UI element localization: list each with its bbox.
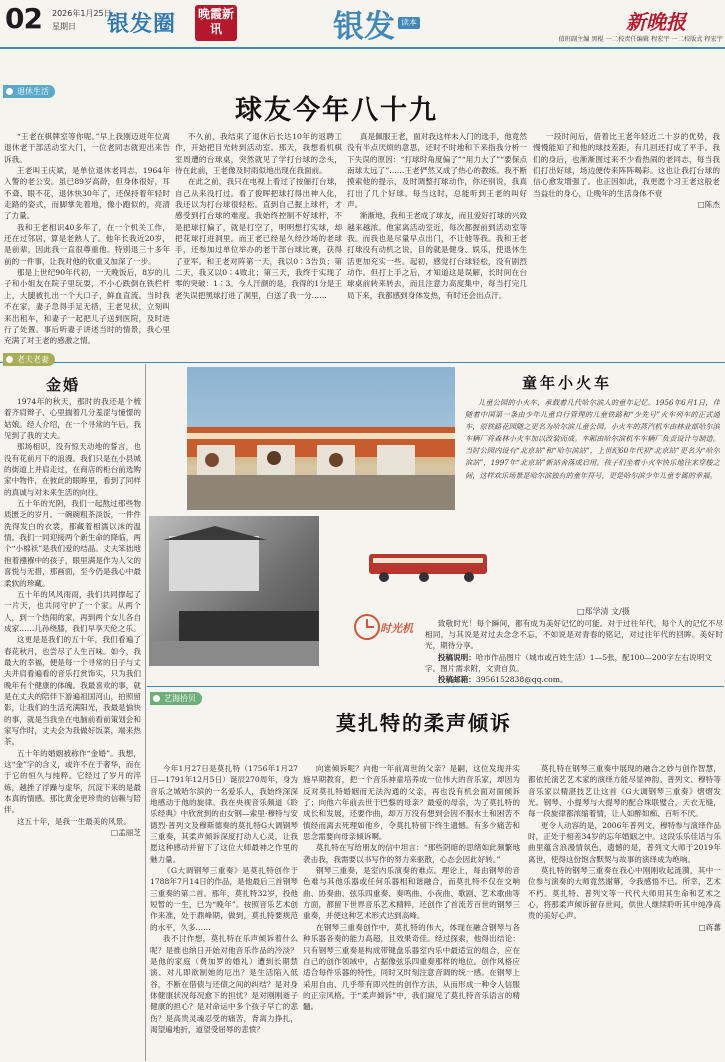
article-title: 金婚 (46, 376, 81, 394)
article1-col1 (4, 131, 170, 363)
article2-body (4, 396, 141, 1058)
article-title: 童年小火车 (522, 374, 613, 392)
paragraph: 真是佩服王老，面对我这样未入门的选手，他竟然没有半点厌烦的意思，还时不时地和下来指我分析一下失误的原因：“打球时角度偏了”“用力大了”“要保点南球太远了”……王老俨然又成了热心的教练。我不断摸索他的提示，及时调整打球动作，你还别说，我真打出了几个好球。每当这时，总能听到王老的叫好声。 (347, 132, 527, 210)
paragraph: 一段时间后，借着比王老年轻近二十岁的优势，我慢慢能知了和他的球技差距，有几回还打成了平手。我们的身后，也渐渐围过来不少看热闹的老同志，每当我们打出好球，场边便传来阵阵喝彩。这也让我打台球的信心愈发增强了。也正因如此，我更愿个习王老这般老当益壮的身心，让晚年的生活身体不衰 (533, 132, 720, 198)
header-rule (0, 47, 725, 49)
photo-feature-box (147, 364, 724, 684)
paragraph: 渐渐地，我和王老成了球友，而且爱好打球的兴致越来越浓。他家离活动室近，每次都握前到活动室等我。而我也是尽量早点出门，不让他等我。我和王老打球没有动机之说，目的就是健身、娱乐，使退休生活更加充实一些。起初，感觉打台球轻松，没有剧烈动作。但打上手之后，才知道这是误解，长时间在台球桌前转来转去，而且注意力高度集中，每当打完几局下来，我都感到身体发热，有时还会出点汗。 (347, 211, 527, 300)
paragraph: 更令人动容的是，2006年普列文、穆特参与演绎作品时，正处于相差34岁的忘年婚姻之中。这段乐乐佳话与乐曲里蕴含浪漫情氛色，遗憾的是，普列文大师于2019年离世，使得这份饱含默契与故事的演绎成为绝响。 (528, 820, 721, 864)
article4-col1 (150, 763, 298, 1059)
paragraph: 五十年的光阴，我们一起熬过那些物质匮乏的岁月。一碗碗粗茶淡饭，一件件洗得发白的衣裳，都藏着相濡以沫的温情。我们一同迎接两个新生命的降临，两个“小棉袄”是我们爱的结晶。丈夫笨拙地抱着襁褓中的孩子，眼里满是作为人父的喜悦与无措，那画面，至今仍是我心中最柔软的珍藏。 (4, 499, 141, 588)
red-seal (195, 5, 237, 41)
masthead (0, 0, 725, 48)
contact-text: 哈市作品图片（城市或百姓生活）1—5张，配100—200字左右说明文字。图片需求附，文责自负。 (425, 652, 712, 673)
paragraph: 那是上世纪90年代初，一天晚饭后，8岁的儿子和小姐友在院子里玩耍，不小心跌倒在铁栏杆上，大腿被扎出一个大口子，鲜血直流。当时我不在家，妻子急得手足无措，王老见状，立刻叫来出租车，和妻子一起把儿子送到医院，及时进行了处置。事后听妻子讲述当时的情景，我心里充满了对王老的感激之情。 (4, 268, 170, 346)
paragraph: 莫扎特的钢琴三重奏在我心中刚刚收起涟漪，其中一位参与演奏的大师竟然谢幕，令我感悟不已。所幸，艺术不朽。莫扎特、普列文等一代代大师用其生命和艺术之心，将那柔声倾诉留存世间，供世人继续聆听其中纯净高贵的美好心声。 (528, 866, 721, 921)
paragraph: 我和王老相识40多年了，在一个机关工作，还在过邻居，算是老熟人了。他年长我近20岁，是前辈，因此我一直很尊重他。特别退三十多年前的一件事，让我对他的钦重又加深了一步。 (4, 222, 170, 266)
article-author: □陈杰 (697, 200, 720, 210)
paragraph: 《G大调钢琴三重奏》是莫扎特创作于1788年7月14日的作品，是他最后三首钢琴三重奏的第二首。那年，莫扎特32岁，投他短暂的一生，已为“晚年”。按照音乐艺术创作来准，处于鼎峰期，做到，莫扎特要规范的水平，久多…… (150, 866, 298, 932)
badge-label: 时光机 (380, 622, 413, 635)
center-logo-tag: 读本 (398, 17, 420, 29)
paragraph: 这更是是我们的五十年，我们看遍了春花秋月，也尝尽了人生百味。如今，我最大的幸福，便是每一个寻常的日子与丈夫并肩看遍看的音乐打赏饰实，只为我们晚年有个健康的体魄。我最喜欢的事，就是在丈夫的陪伴下游遍祖国河山，拍照留影，让我们的生活充满阳光，我最是愉快的事，就是当我坐在电脑前看前策划会和家写作时，丈夫会为我做好饭菜，端来热茶。 (4, 635, 141, 747)
section-tag-retirement: 退休生活 (3, 85, 55, 98)
notice-email (425, 674, 723, 685)
paragraph: 五十年的婚姻被称作“金婚”。我想，这“金”字的含义，或许不在于奢华，而在于它的恒久与纯粹。它经过了岁月的淬炼，越挫了浮躁与虚华，沉淀下来的是最本真的情感。那比黄金更珍贵的信赖与陪伴。 (4, 748, 141, 815)
notice-contact (425, 652, 723, 674)
section-tag-couple: 老夫老妻 (3, 353, 55, 366)
article1-col4 (533, 131, 720, 363)
section-tag-arts: 艺海拾贝 (150, 692, 202, 705)
notice-text: 致敬时光！每个瞬间，都有成为美好记忆的可能。对于过往年代，每个人的记忆不尽相同，与其说是对过去念念不忘，不如说是对青春的铭记，对过往年代的回眸。美好时光，期待分享。 (425, 619, 723, 651)
section-name: 银发圈 (107, 12, 177, 37)
feature-divider (147, 686, 724, 687)
paragraph: 那场相识，没有惊天动地的誓言，也没有花前月下的浪漫。我们只是在小县城的街道上并肩走过，在商店的柜台前选购家中物件，在彼此的眼眸里，看到了同样的真诚与对未来生活的向往。 (4, 442, 141, 497)
article1-col2 (175, 131, 342, 363)
paragraph: 向谁倾诉呢？向他一年前离世的父亲？是嗣，这位发现并实施早期教育，把一个音乐神童培养成一位伟大的音乐家，却因为反对莫扎特婚姻而无法沟通的父亲，再也没有机会面对面倾诉了；向他六年前去世于巴黎的母亲？最爱的母亲，为了莫扎特的成长和发展，还要作曲，却万万没有想到会因不服水土和困苦不慎经而离去死理如他乡，令莫扎特留下终生遗憾。有多少痛苦和思念需要向母亲倾诉啊。 (303, 764, 520, 842)
article4-col2 (303, 763, 520, 1059)
article-author: □蒋蕃 (698, 922, 721, 932)
article4-col3 (528, 763, 721, 1059)
issue-date: 2026年1月25日 (52, 9, 112, 18)
article1-col3 (347, 131, 527, 363)
submission-notice (425, 618, 723, 685)
paragraph: “王老在棋牌室等你呢。”早上我刚迈进年位离退休老干部活动室大门，一位老同志就迎出来告诉我。 (4, 132, 170, 164)
email-label: 投稿邮箱： (437, 675, 476, 685)
brand-logo: 新晚报 (626, 10, 686, 34)
clock-icon (354, 614, 380, 640)
train-photo (187, 367, 455, 510)
contact-label: 投稿说明： (437, 652, 476, 662)
page-number: 02 (5, 2, 42, 35)
paragraph: 莫扎特在钢琴三重奏中展现的融合之妙与创作智慧，都依托演艺艺术家的演绎方能尽显神韵。普列文、穆特等音乐家以精湛技艺让这首《G大调钢琴三重奏》熠熠发光。钢琴、小提琴与大提琴的配合珠联璧合，天衣无缝，每一段旋律都浓缩着情，让人如醉如痴、百听不厌。 (528, 764, 721, 819)
photo-caption: 儿童公园的小火车，承载着几代哈尔滨人的童年记忆。1956年6月1日，伴随着中国第一条由少年儿童自行管理的儿童铁路和“少先号”火车列车的正式通车，原铁路花园随之更名为哈尔滨儿童公园。小火车的蒸汽机车由林业部哈尔滨车辆厂将森林小火车加以改装而成。车厢由哈尔滨机车车辆厂负责设计与制造。当时公园内设有“北京站”和“哈尔滨站”，上世纪60年代初“北京站”更名为“哈尔滨站”，1997年“北京站”新站舍落成启用。孩子们坐着小火车快乐地往来穿梭之间，这样欢乐场景是哈尔滨独有的童年符号，更是哈尔滨少年儿童专属的幸福。 (465, 398, 720, 480)
paragraph: 这五十年，是我一生最美的风景。 (16, 816, 131, 826)
paragraph: 莫扎特在写给朋友的信中坦言：“那些阴暗的思绪如此频繁地袭击我，我需要以书写作的努力来驱散，心态会因此好转。” (303, 843, 520, 864)
article-title: 球友今年八十九 (235, 95, 438, 126)
photo-author: □郑学清 文/摄 (577, 607, 630, 616)
paragraph: 在此之前，我只在电视上看过了按俪打台球，自己从来没打过。看了俊晖把球打得出神入化，我还以为打台球很轻松。直到自己握上球杆，才感受到打台球的难度。我始终控制不好球杆，不是把球打偏了，就是打空了，明明想打实球，却把花球打进洞里。而王老已经是久经沙场的老球手，还参加过单位举办的老干部台球比赛，获得了亚军。和王老对阵第一天，我以0∶3告负；第二天，我又以0∶4败北；第三天，我终于实现了零的突破：1∶3。今人汗颜的是，我得的1分是王老失误把黑球打进了洞里，白送了我一分…… (175, 177, 342, 300)
paragraph: 五十年的风风雨雨，我们共同撑起了一片天，也共同守护了一个家。从两个人，到一个热闹的家，再到两个女儿各自成家……儿孙绕膝，我们早享天伦之乐。 (4, 589, 141, 633)
time-machine-badge (354, 610, 424, 652)
paragraph: 王老叫王庆斌，是单位退休老同志，1964年入警的老公安。虽已89岁高龄，但身体很好，耳不聋、眼不花，退休快30年了，还保持着年轻时走路的姿式，而脚掌先着地，像小跑似的，亮清了力量。 (4, 166, 170, 221)
train-photo-bw (149, 516, 319, 666)
paragraph: 不久前，我结束了退休后长达10年的返聘工作，开始把目光转到活动室。那天，我想看机棋室周遭的台球桌，突然就见了学打台球的念头，待在此前，王老像及时雨似地出现在我面前。 (175, 132, 342, 176)
submission-email[interactable]: 3956152838@qq.com。 (475, 675, 568, 685)
editor-credits: 值班副主编 黑棍 一二校责任编辑 程宏宇 一二校版式 程宏宇 (558, 36, 723, 43)
article-title: 莫扎特的柔声倾诉 (336, 711, 512, 735)
paragraph: 1974年的秋天，那时的我还是个梳着齐肩辫子、心里揣着几分羞涩与憧憬的姑娘。经人介绍，在一个寻常的午后，我见到了我的丈夫。 (4, 397, 141, 441)
paragraph: 今年1月27日是莫扎特（1756年1月27日—1791年12月5日）诞辰270周年，身为音乐之城哈尔滨的一名爱乐人，我始终深深地感动于他的旋律。我在央视音乐频道《聆乐经典》中欣赏到的由女钢—索里·穆特与安德烈·普列文及穆斯德奏的莫扎特G大调钢琴三重奏，其柔声倾诉深度打动人心灵，让我愿这种感动并留下了这位大师最神之作里的魅力量。 (150, 764, 298, 864)
paragraph: 我不讨作想，莫扎特在乐声倾诉着什么呢？是推也纳日开始对他音乐作品的冷淡？是他的家庭（费加罗的婚礼）遭到长期禁演、对儿即欲制她的厄出？是生活陷入低谷，不断在借债与还债之间的纠结？是对身体健康状况每况愈下的担忧？是对刚刚逝子健康的担心？是对命运中多个孩子早亡的悲伤？是高贵灵魂忍受的痛苦，背离力挣扎，渴望遍地折，道望受屈辱的悲愤？ (150, 934, 298, 1034)
paragraph: 钢琴三重奏，是室内乐演奏的难点。理论上，每由钢琴的音色难与其他乐器或任何乐器相和谐融合，而莫扎特不仅在交响曲、协奏曲、弦乐四重奏、奏鸣曲、小夜曲、歌剧、艺术歌曲等方面，都留下世界音乐艺术精粹，还创作了首流芳百世的钢琴三重奏，并使这种艺术形式达到高峰。 (303, 866, 520, 921)
center-logo: 银发 (333, 9, 395, 45)
issue-weekday: 星期日 (52, 22, 76, 31)
red-seal-text: 晚霞新讯 (198, 7, 235, 36)
column-divider (145, 364, 146, 1061)
paragraph: 在钢琴三重奏创作中，莫扎特的伟大，体现在融合钢琴与各种乐器各奏的能力高超，且效果奇佳。经过探索，他得出结论：只有钢琴三重奏是构成带键盘乐器室内乐中最适宜的组合，应在自己的创作领域中，占据像弦乐四重奏那样的地位。创作风格应适合每件乐器的特性，同时又时刻注意音调的统一感。在钢琴上采用自由、几乎带有即兴性的创作方法，从而形成一种令人信服的正宗风格。于“柔声倾诉”中，我们窥见了莫扎特音乐语言的精髓。 (303, 922, 520, 1012)
article-author: □孟丽芝 (111, 828, 141, 838)
